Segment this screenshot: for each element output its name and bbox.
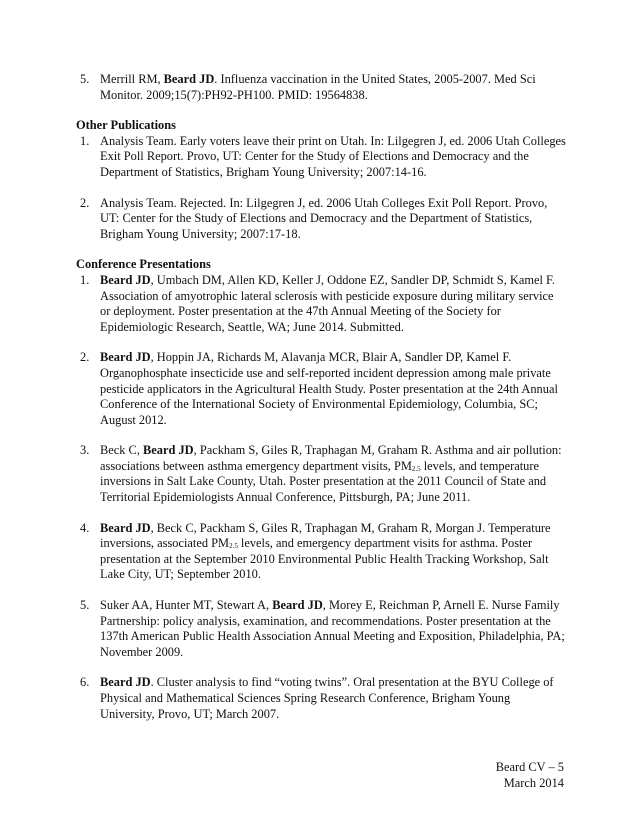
pm-subscript: 2.5 — [411, 464, 421, 473]
entry-number: 4. — [80, 520, 90, 535]
entry-text: Analysis Team. Rejected. In: Lilgegren J, ed. 2006 Utah Colleges Exit Poll Report. Provo, UT: Center for the Study of Elections and Democracy and the Department of Statistics, Brigham Young University; 2007:17-18. — [100, 195, 548, 241]
presentation-entry-5 — [76, 598, 566, 660]
entry-text-pre: Suker AA, Hunter MT, Stewart A, — [100, 598, 273, 613]
page-content — [76, 72, 566, 722]
presentation-entry-1 — [76, 273, 566, 335]
entry-text-pre: Merrill RM, — [100, 72, 164, 86]
entry-number: 1. — [80, 272, 90, 287]
footer-page-label: Beard CV – 5 — [495, 760, 564, 774]
entry-number: 2. — [80, 350, 90, 365]
entry-number: 2. — [80, 195, 90, 210]
author-highlight: Beard JD — [100, 675, 151, 690]
presentation-entry-4 — [76, 521, 566, 583]
entry-text-post: levels, and temperature inversions in Salt Lake County, Utah. Poster presentation at the 2011 Council of State and Territorial Epidemiologists Annual Conference, Pittsburgh, PA; June 2011. — [100, 458, 547, 505]
other-publication-entry-1 — [76, 134, 566, 181]
footer-date: March 2014 — [503, 775, 564, 790]
entry-text-mid: , Packham S, Giles R, Traphagan M, Graham R. Asthma and air pollution: associations between asthma emergency department visits, PM — [100, 443, 562, 473]
entry-number: 5. — [80, 72, 90, 86]
entry-text-post: , Hoppin JA, Richards M, Alavanja MCR, Blair A, Sandler DP, Kamel F. Organophosphate insecticide use and self-reported incident depression among male private pesticide applicators in the Agricultural Health Study. Poster presentation at the 24th Annual Conference of the International Society of Environmental Epidemiology, Columbia, SC; August 2012. — [100, 350, 558, 427]
author-highlight: Beard JD — [163, 72, 215, 86]
author-highlight: Beard JD — [272, 598, 323, 613]
pm-subscript: 2.5 — [229, 542, 238, 551]
presentation-entry-3 — [76, 443, 566, 505]
entry-number: 5. — [80, 598, 90, 613]
entry-text-post: , Morey E, Reichman P, Arnell E. Nurse Family Partnership: policy analysis, examination, and recommendations. Poster presentation at the 137th American Public Health Association Annual Meeting and Exposition, Philadelphia, PA; November 2009. — [100, 598, 565, 659]
entry-text: Analysis Team. Early voters leave their print on Utah. In: Lilgegren J, ed. 2006 Utah Colleges Exit Poll Report. Provo, UT: Center for the Study of Elections and Democracy and the Department of Statistics, Brigham Young University; 2007:14-16. — [100, 133, 566, 179]
presentation-entry-6 — [76, 675, 566, 722]
section-heading-other-publications: Other Publications — [76, 118, 176, 133]
page-footer — [496, 760, 564, 791]
publication-entry-5 — [76, 72, 566, 103]
entry-text-post: . Cluster analysis to find “voting twins”. Oral presentation at the BYU College of Physical and Mathematical Sciences Spring Research Conference, Brigham Young University, Provo, UT; March 2007. — [100, 675, 554, 721]
entry-text-pre: Beck C, — [100, 443, 144, 458]
entry-text-post: . Influenza vaccination in the United States, 2005-2007. Med Sci Monitor. 2009;15(7):PH92-PH100. PMID: 19564838. — [100, 72, 536, 102]
other-publication-entry-2 — [76, 196, 566, 243]
author-highlight: Beard JD — [100, 272, 151, 287]
entry-text-post: levels, and emergency department visits for asthma. Poster presentation at the September 2010 Environmental Public Health Tracking Workshop, Salt Lake City, UT; September 2010. — [100, 536, 549, 582]
author-highlight: Beard JD — [100, 350, 151, 365]
entry-number: 3. — [80, 443, 90, 458]
entry-text-mid: , Beck C, Packham S, Giles R, Traphagan M, Graham R, Morgan J. Temperature inversions, associated PM — [100, 520, 551, 551]
author-highlight: Beard JD — [143, 443, 194, 458]
entry-number: 1. — [80, 133, 90, 148]
entry-number: 6. — [80, 675, 90, 690]
section-heading-conference-presentations: Conference Presentations — [76, 257, 211, 272]
presentation-entry-2 — [76, 350, 566, 428]
author-highlight: Beard JD — [100, 520, 151, 535]
entry-text-post: , Umbach DM, Allen KD, Keller J, Oddone EZ, Sandler DP, Schmidt S, Kamel F. Association of amyotrophic lateral sclerosis with pesticide exposure during military service or deployment. Poster presentation at the 47th Annual Meeting of the Society for Epidemiologic Research, Seattle, WA; June 2014. Submitted. — [100, 272, 556, 334]
